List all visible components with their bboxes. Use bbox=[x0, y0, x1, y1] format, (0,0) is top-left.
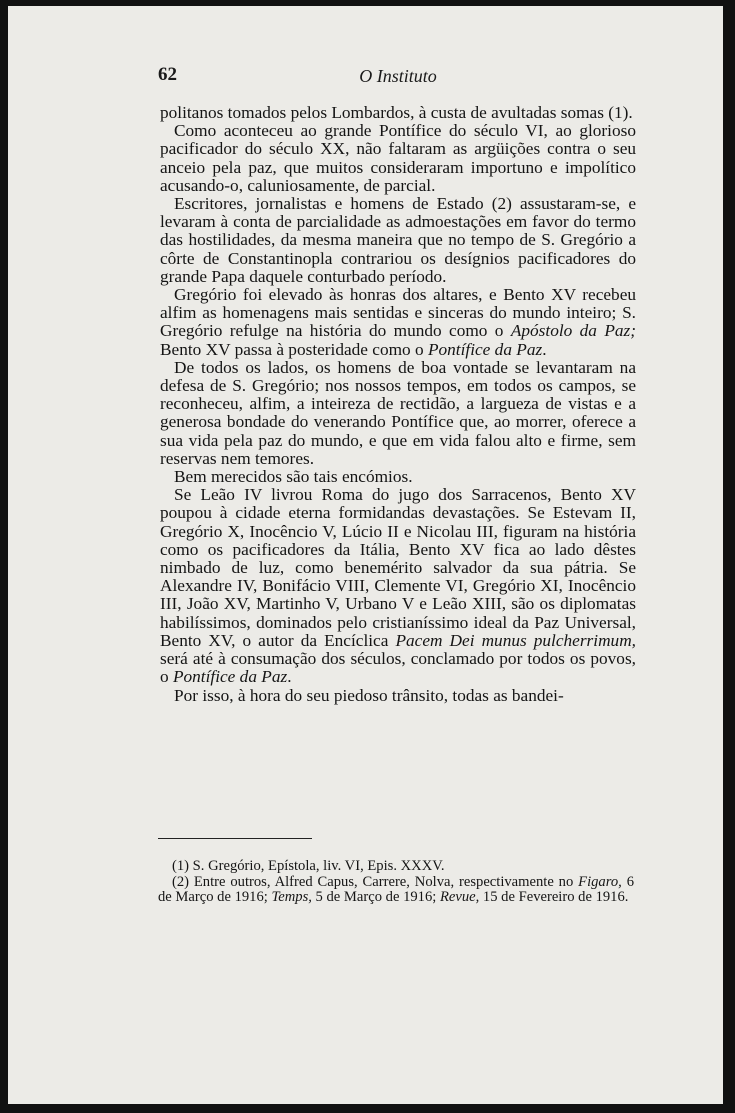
text-span: 6 de Março de 1916; bbox=[158, 873, 634, 906]
text-span: . bbox=[287, 667, 292, 687]
book-page bbox=[8, 6, 723, 1104]
italic-title: Pontífice da Paz bbox=[427, 339, 543, 359]
text-span: Gregório foi elevado às honras dos altares, e Bento XV recebeu alfim as homenagens mais sentidas e sinceras do mundo inteiro; S. Gregório refulge na história do mundo como o bbox=[160, 285, 636, 341]
paragraph-1: politanos tomados pelos Lombardos, à custa de avultadas somas (1). bbox=[160, 103, 633, 122]
footnote-divider bbox=[158, 838, 312, 839]
text-span: 15 de Fevereiro de 1916. bbox=[479, 889, 629, 906]
italic-title: Revue, bbox=[439, 889, 480, 906]
text-span: 5 de Março de 1916; bbox=[311, 889, 440, 906]
footnote-2 bbox=[158, 875, 634, 906]
italic-title: Figaro, bbox=[578, 873, 622, 890]
page-number: 62 bbox=[158, 64, 177, 85]
text-span: Bento XV passa à posteridade como o bbox=[160, 339, 428, 359]
text-span: (2) Entre outros, Alfred Capus, Carrere, Nolva, respectivamente no bbox=[172, 873, 579, 890]
paragraph-3: Escritores, jornalistas e homens de Estado (2) assustaram-se, e levaram à conta de parcialidade as admoestações em favor do termo das hostilidades, da mesma maneira que no tempo de S. Gregório a côrte de Constantinopla contrariou os desígnios pacificadores do grande Papa daquele conturbado período. bbox=[160, 194, 636, 286]
body-text bbox=[160, 104, 636, 705]
footnote-1: (1) S. Gregório, Epístola, liv. VI, Epis. XXXV. bbox=[172, 858, 445, 874]
page-header bbox=[158, 62, 638, 92]
italic-title: Pontífice da Paz bbox=[172, 667, 288, 687]
paragraph-2: Como aconteceu ao grande Pontífice do século VI, ao glorioso pacificador do século XX, não faltaram as argüições contra o seu anceio pela paz, que muitos consideraram importuno e impolítico acusando-o, caluniosamente, de parcial. bbox=[160, 121, 636, 195]
paragraph-6: Bem merecidos são tais encómios. bbox=[174, 467, 413, 487]
footnotes bbox=[158, 859, 634, 906]
paragraph-4 bbox=[160, 286, 636, 359]
italic-title: Apóstolo da Paz; bbox=[510, 321, 636, 341]
paragraph-8: Por isso, à hora do seu piedoso trânsito, todas as bandei- bbox=[174, 685, 564, 705]
italic-title: Pacem Dei munus pulcherrimum, bbox=[395, 630, 636, 650]
paragraph-5: De todos os lados, os homens de boa vontade se levantaram na defesa de S. Gregório; nos nossos tempos, em todos os campos, se reconheceu, alfim, a inteireza de rectidão, a largueza de vistas e a generosa bondade do venerando Pontífice que, ao morrer, oferece a sua vida pela paz do mundo, e que em vida falou alto e firme, sem reservas nem temores. bbox=[160, 357, 636, 468]
text-span: será até à consumação dos séculos, conclamado por todos os povos, o bbox=[160, 649, 636, 687]
running-title: O Instituto bbox=[359, 66, 437, 86]
text-span: Se Leão IV livrou Roma do jugo dos Sarracenos, Bento XV poupou à cidade eterna formidandas devastações. Se Estevam II, Gregório X, Inocêncio V, Lúcio II e Nicolau III, figuram na história como os pacificadores da Itália, Bento XV fica ao lado dêstes nimbado de luz, como benemérito salvador da sua pátria. Se Alexandre IV, Bonifácio VIII, Clemente VI, Gregório XI, Inocêncio III, João XV, Martinho V, Urbano V e Leão XIII, são os diplomatas habilíssimos, dominados pelo cristianíssimo ideal da Paz Universal, Bento XV, o autor da Encíclica bbox=[160, 485, 636, 650]
paragraph-7 bbox=[160, 486, 636, 686]
text-span: . bbox=[542, 339, 547, 359]
italic-title: Temps, bbox=[271, 889, 312, 906]
